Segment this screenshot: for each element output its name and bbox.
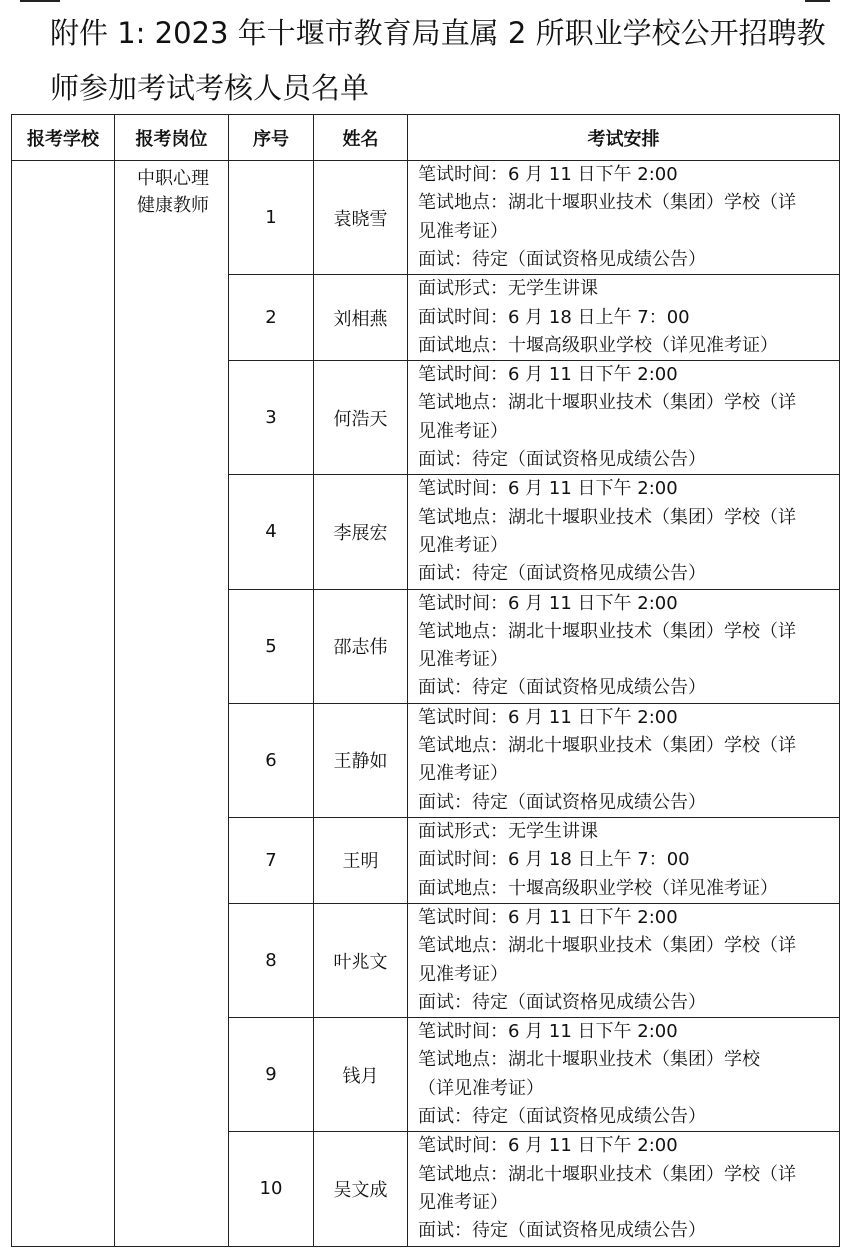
arrangement-line: 面试：待定（面试资格见成绩公告）: [418, 1220, 706, 1242]
table-row: [12, 161, 840, 275]
arrangement-line: 见准考证）: [418, 763, 508, 785]
arrangement-cell: [408, 161, 840, 275]
arrangement-line: 面试：待定（面试资格见成绩公告）: [418, 1106, 706, 1128]
arrangement-cell: [408, 275, 840, 361]
arrangement-line: 笔试地点：湖北十堰职业技术（集团）学校（详: [418, 1163, 796, 1185]
number-cell: 4: [229, 475, 314, 589]
number-cell: 1: [229, 161, 314, 275]
arrangement-line: 面试：待定（面试资格见成绩公告）: [418, 563, 706, 585]
name-cell: 钱月: [314, 1018, 408, 1132]
header-school: 报考学校: [12, 115, 115, 161]
number-cell: 5: [229, 589, 314, 703]
arrangement-line: 笔试地点：湖北十堰职业技术（集团）学校: [418, 1049, 760, 1071]
arrangement-line: 笔试地点：湖北十堰职业技术（集团）学校（详: [418, 192, 796, 214]
number-cell: 7: [229, 817, 314, 903]
arrangement-line: 见准考证）: [418, 534, 508, 556]
name-cell: 叶兆文: [314, 903, 408, 1017]
arrangement-line: 笔试地点：湖北十堰职业技术（集团）学校（详: [418, 506, 796, 528]
arrangement-line: 笔试地点：湖北十堰职业技术（集团）学校（详: [418, 935, 796, 957]
arrangement-cell: [408, 589, 840, 703]
arrangement-line: 面试时间：6 月 18 日上午 7：00: [418, 306, 690, 328]
name-cell: 刘相燕: [314, 275, 408, 361]
arrangement-line: 面试：待定（面试资格见成绩公告）: [418, 791, 706, 813]
arrangement-line: 面试：待定（面试资格见成绩公告）: [418, 677, 706, 699]
header-name: 姓名: [314, 115, 408, 161]
arrangement-line: 面试形式：无学生讲课: [418, 820, 598, 842]
arrangement-line: 面试：待定（面试资格见成绩公告）: [418, 991, 706, 1013]
arrangement-line: 面试：待定（面试资格见成绩公告）: [418, 248, 706, 270]
arrangement-line: 见准考证）: [418, 1191, 508, 1213]
arrangement-line: 面试：待定（面试资格见成绩公告）: [418, 449, 706, 471]
position-line-1: 中职心理: [137, 168, 209, 189]
arrangement-cell: [408, 703, 840, 817]
arrangement-line: 笔试时间：6 月 11 日下午 2:00: [418, 592, 678, 614]
arrangement-line: 见准考证）: [418, 220, 508, 242]
arrangement-line: 见准考证）: [418, 420, 508, 442]
school-cell: [12, 161, 115, 1247]
title-line-1: 附件 1: 2023 年十堰市教育局直属 2 所职业学校公开招聘教: [50, 16, 826, 50]
arrangement-line: 面试地点：十堰高级职业学校（详见准考证）: [418, 334, 778, 356]
table-header-row: [12, 115, 840, 161]
arrangement-line: 笔试时间：6 月 11 日下午 2:00: [418, 478, 678, 500]
arrangement-line: 笔试时间：6 月 11 日下午 2:00: [418, 364, 678, 386]
header-number: 序号: [229, 115, 314, 161]
arrangement-cell: [408, 817, 840, 903]
number-cell: 10: [229, 1132, 314, 1246]
name-cell: 王静如: [314, 703, 408, 817]
name-cell: 袁晓雪: [314, 161, 408, 275]
position-cell: [115, 161, 229, 1247]
arrangement-line: 见准考证）: [418, 649, 508, 671]
arrangement-line: 笔试时间：6 月 11 日下午 2:00: [418, 164, 678, 185]
header-position: 报考岗位: [115, 115, 229, 161]
number-cell: 2: [229, 275, 314, 361]
name-cell: 吴文成: [314, 1132, 408, 1246]
arrangement-cell: [408, 903, 840, 1017]
name-cell: 何浩天: [314, 361, 408, 475]
arrangement-cell: [408, 1018, 840, 1132]
arrangement-line: 笔试时间：6 月 11 日下午 2:00: [418, 906, 678, 928]
number-cell: 3: [229, 361, 314, 475]
position-line-2: 健康教师: [137, 195, 209, 216]
header-arrangement: 考试安排: [408, 115, 840, 161]
number-cell: 9: [229, 1018, 314, 1132]
arrangement-line: （详见准考证）: [418, 1077, 544, 1099]
arrangement-line: 面试形式：无学生讲课: [418, 278, 598, 300]
candidate-table: [11, 114, 840, 1247]
arrangement-line: 笔试地点：湖北十堰职业技术（集团）学校（详: [418, 392, 796, 414]
arrangement-line: 笔试时间：6 月 11 日下午 2:00: [418, 706, 678, 728]
name-cell: 邵志伟: [314, 589, 408, 703]
top-rule-right: [805, 0, 830, 2]
top-rule-left: [20, 0, 60, 2]
arrangement-line: 面试时间：6 月 18 日上午 7：00: [418, 849, 690, 871]
number-cell: 8: [229, 903, 314, 1017]
title-line-2: 师参加考试考核人员名单: [50, 71, 370, 105]
arrangement-line: 笔试地点：湖北十堰职业技术（集团）学校（详: [418, 735, 796, 757]
arrangement-cell: [408, 1132, 840, 1246]
number-cell: 6: [229, 703, 314, 817]
arrangement-line: 笔试时间：6 月 11 日下午 2:00: [418, 1021, 678, 1043]
arrangement-cell: [408, 475, 840, 589]
arrangement-line: 见准考证）: [418, 963, 508, 985]
arrangement-line: 笔试地点：湖北十堰职业技术（集团）学校（详: [418, 620, 796, 642]
arrangement-line: 面试地点：十堰高级职业学校（详见准考证）: [418, 877, 778, 899]
document-title: [50, 6, 840, 116]
name-cell: 李展宏: [314, 475, 408, 589]
name-cell: 王明: [314, 817, 408, 903]
arrangement-line: 笔试时间：6 月 11 日下午 2:00: [418, 1135, 678, 1157]
arrangement-cell: [408, 361, 840, 475]
